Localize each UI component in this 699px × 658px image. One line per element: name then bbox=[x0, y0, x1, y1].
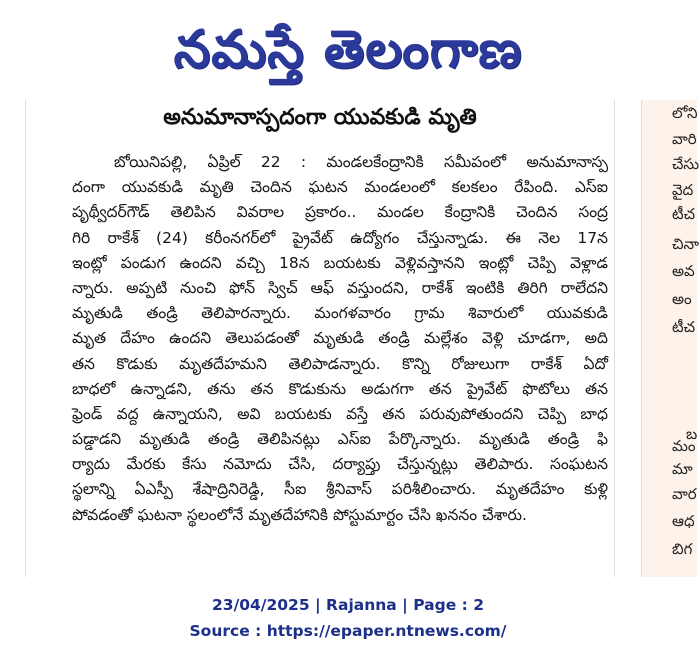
newspaper-logo: నమస్తే తెలంగాణ bbox=[173, 20, 523, 80]
article-line: స్థలాన్ని ఏఎస్పీ శేషాద్రినిరెడ్డి, సీఐ శ్రీనివాస్ పరిశీలించారు. మృతదేహం కుళ్లి bbox=[72, 480, 608, 499]
side-word: బిగ bbox=[672, 540, 693, 558]
article-line: గిరి రాకేశ్ (24) కరీంనగర్‌లో ప్రైవేట్ ఉద్యోగం చేస్తున్నాడు. ఈ నెల 17న bbox=[72, 228, 608, 247]
article-headline: అనుమానాస్పదంగా యువకుడి మృతి bbox=[163, 105, 477, 130]
side-word: లోని bbox=[672, 104, 698, 122]
side-word: వైద bbox=[672, 181, 694, 199]
side-word: మం bbox=[672, 437, 696, 455]
article-line: ఇంట్లో పండుగ ఉందని వచ్చి 18న బయటకు వెళ్లివస్తానని ఇంట్లో చెప్పి వెళ్లాడ bbox=[72, 253, 608, 272]
article-line: మృతుడి తండ్రి తెలిపారన్నారు. మంగళవారం గ్రామ శివారులో యువకుడి bbox=[72, 304, 608, 323]
side-word: మా bbox=[672, 460, 693, 478]
masthead bbox=[0, 0, 696, 100]
article-line: పోవడంతో ఘటనా స్థలంలోనే మృతదేహానికి పోస్టుమార్టం చేసి ఖననం చేశారు. bbox=[72, 505, 527, 524]
side-word: వార bbox=[672, 485, 697, 503]
article-line: ర్యాదు మేరకు కేసు నమోదు చేసి, దర్యాప్తు చేస్తున్నట్లు తెలిపారు. సంఘటన bbox=[72, 455, 608, 474]
side-word: వారి bbox=[672, 130, 697, 148]
article-line: న్నారు. అప్పటి నుంచి ఫోన్ స్విచ్ ఆఫ్ వస్తుందని, రాకేశ్ ఇంటికి తిరిగి రాలేదని bbox=[72, 278, 608, 297]
page-footer bbox=[0, 592, 696, 644]
article-line: ఫ్రెండ్ వద్ద ఉన్నాయని, అవి బయటకు వస్తే తన పరువుపోతుందని చెప్పి బాధ bbox=[72, 404, 608, 423]
article-line: పడ్డాడని మృతుడి తండ్రి తెలిపినట్లు ఎస్ఐ పేర్కొన్నారు. మృతుడి తండ్రి ఫి bbox=[72, 430, 608, 449]
article-line: పృథ్వీదర్‌గౌడ్ తెలిపిన వివరాల ప్రకారం.. మండల కేంద్రానికి చెందిన సంద్ర bbox=[72, 203, 608, 222]
side-word: అం bbox=[672, 290, 692, 308]
article-body bbox=[72, 150, 608, 528]
side-word: చేసు bbox=[672, 155, 699, 173]
side-word: టీచ bbox=[672, 205, 695, 223]
article-line: మృత దేహం ఉందని తెలుపడంతో మృతుడి తండ్రి మల్లేశం వెళ్లి చూడగా, అది bbox=[72, 329, 608, 348]
article-line: తన కొడుకు మృతదేహమని తెలిపాడన్నారు. కొన్ని రోజులుగా రాకేశ్ ఏదో bbox=[72, 354, 608, 373]
adjacent-article-strip bbox=[641, 100, 697, 577]
side-word: ఆధ bbox=[672, 512, 695, 530]
footer-date-edition: 23/04/2025 | Rajanna | Page : 2 bbox=[212, 596, 484, 614]
side-word: టీచ bbox=[672, 318, 695, 336]
article-line: దంగా యువకుడి మృతి చెందిన ఘటన మండలంలో కలకలం రేపింది. ఎస్ఐ bbox=[72, 178, 608, 197]
article-line: బోయినిపల్లి, ఏప్రిల్ 22 : మండలకేంద్రానికి సమీపంలో అనుమానాస్ప bbox=[114, 153, 608, 171]
side-word: అవ bbox=[672, 262, 695, 280]
footer-source: Source : https://epaper.ntnews.com/ bbox=[189, 622, 507, 640]
article-line: బాధలో ఉన్నాడని, తను తన కొడుకును అడుగగా తన ప్రైవేట్ ఫొటోలు తన bbox=[72, 379, 608, 398]
side-word: చినా bbox=[672, 235, 699, 253]
side-word: బ bbox=[686, 425, 698, 443]
news-clipping bbox=[25, 100, 615, 577]
